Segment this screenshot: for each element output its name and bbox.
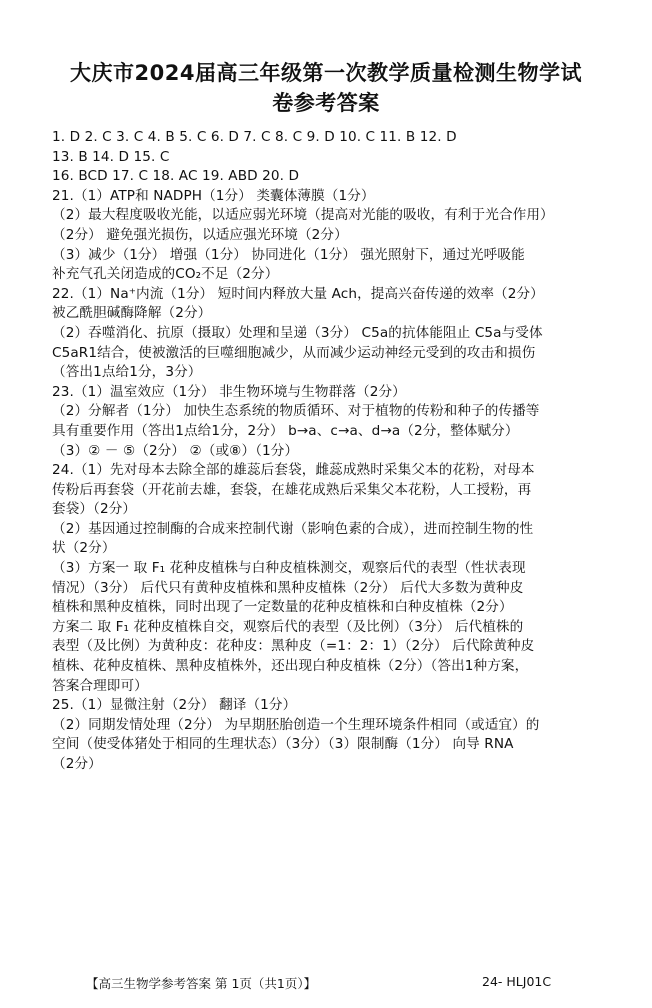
answer-line: （2分） 避免强光损伤，以适应强光环境（2分） (52, 226, 348, 243)
answer-line: 植株、花种皮植株、黑种皮植株外，还出现白种皮植株（2分）（答出1种方案， (52, 658, 529, 675)
answer-line: （2）吞噬消化、抗原（摄取）处理和呈递（3分） C5a的抗体能阻止 C5a与受体 (52, 324, 543, 341)
answer-line: （2）最大程度吸收光能，以适应弱光环境（提高对光能的吸收，有利于光合作用） (52, 207, 554, 224)
answer-line: 补充气孔关闭造成的CO₂不足（2分） (52, 266, 279, 283)
answer-line: 24.（1）先对母本去除全部的雄蕊后套袋，雌蕊成熟时采集父本的花粉，对母本 (52, 462, 535, 479)
footer-page-info: 【高三生物学参考答案 第 1页（共1页）】 (86, 976, 317, 991)
answer-line: 状（2分） (52, 540, 116, 557)
answer-line: 方案二 取 F₁ 花种皮植株自交，观察后代的表型（及比例）（3分） 后代植株的 (52, 618, 524, 635)
answer-line: 13. B 14. D 15. C (52, 148, 170, 165)
answer-line: 25.（1）显微注射（2分） 翻译（1分） (52, 697, 297, 714)
answer-body (52, 128, 612, 775)
page-title-line-2: 卷参考答案 (272, 91, 380, 115)
answer-line: （2）同期发情处理（2分） 为早期胚胎创造一个生理环境条件相同（或适宜）的 (52, 716, 540, 733)
answer-line: 传粉后再套袋（开花前去雄，套袋，在雄花成熟后采集父本花粉，人工授粉，再 (52, 481, 532, 498)
answer-line: 16. BCD 17. C 18. AC 19. ABD 20. D (52, 168, 300, 185)
answer-line: 1. D 2. C 3. C 4. B 5. C 6. D 7. C 8. C 9. D 10. C 11. B 12. D (52, 129, 457, 145)
answer-line: 被乙酰胆碱酶降解（2分） (52, 305, 212, 322)
page-footer (0, 974, 652, 992)
answer-line: 21.（1）ATP和 NADPH（1分） 类囊体薄膜（1分） (52, 187, 375, 204)
answer-line: （2）分解者（1分） 加快生态系统的物质循环、对于植物的传粉和种子的传播等 (52, 403, 540, 420)
answer-line: 表型（及比例）为黄种皮：花种皮：黑种皮（=1：2：1）（2分） 后代除黄种皮 (52, 638, 535, 655)
footer-doc-code: 24- HLJ01C (482, 974, 552, 989)
answer-line: C5aR1结合，使被激活的巨噬细胞减少，从而减少运动神经元受到的攻击和损伤 (52, 344, 536, 361)
answer-line: 情况）（3分） 后代只有黄种皮植株和黑种皮植株（2分） 后代大多数为黄种皮 (52, 579, 524, 596)
answer-line: 套袋）（2分） (52, 501, 137, 518)
answer-line: （答出1点给1分，3分） (52, 364, 202, 381)
answer-line: 植株和黑种皮植株，同时出现了一定数量的花种皮植株和白种皮植株（2分） (52, 599, 513, 616)
answer-line: （3）减少（1分） 增强（1分） 协同进化（1分） 强光照射下，通过光呼吸能 (52, 246, 525, 263)
answer-line: 具有重要作用（答出1点给1分，2分） b→a、c→a、d→a（2分，整体赋分） (52, 422, 519, 439)
page-title-line-1: 大庆市2024届高三年级第一次教学质量检测生物学试 (70, 61, 582, 85)
answer-line: 23.（1）温室效应（1分） 非生物环境与生物群落（2分） (52, 383, 406, 400)
answer-line: 22.（1）Na⁺内流（1分） 短时间内释放大量 Ach，提高兴奋传递的效率（2分） (52, 285, 544, 302)
answer-line: （2分） (52, 756, 102, 772)
answer-line: 空间（使受体猪处于相同的生理状态）（3分）（3）限制酶（1分） 向导 RNA (52, 736, 514, 753)
answer-line: （2）基因通过控制酶的合成来控制代谢（影响色素的合成），进而控制生物的性 (52, 520, 534, 537)
answer-line: （3）方案一 取 F₁ 花种皮植株与白种皮植株测交，观察后代的表型（性状表现 (52, 560, 526, 577)
answer-line: （3）② － ⑤（2分） ②（或⑧）（1分） (52, 442, 299, 459)
answer-line: 答案合理即可） (52, 677, 148, 694)
